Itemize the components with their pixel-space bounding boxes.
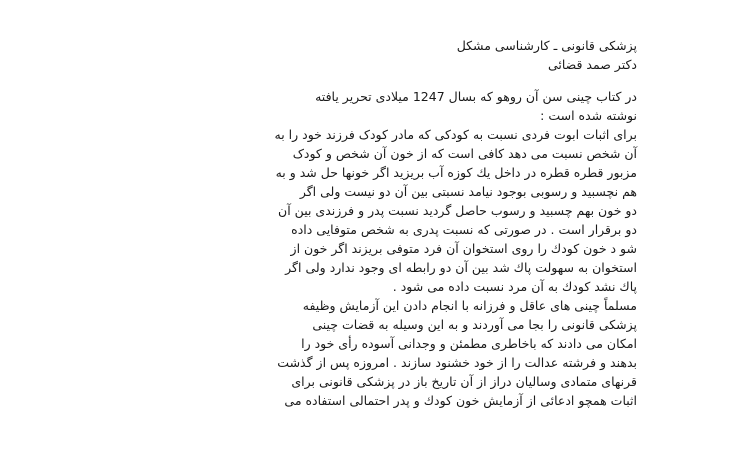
document-title: پزشکی قانونی ـ کارشناسی مشکل (456, 38, 637, 53)
text-line: اثبات همچو ادعائی از آزمایش خون کودك و پدر احتمالی استفاده می (284, 393, 637, 408)
text-line: پزشکی قانونی را بجا می آوردند و به این وسیله به قضات چینی (312, 317, 637, 332)
text-line: قرنهای متمادی وسالیان دراز از آن تاریخ باز در پزشکی قانونی برای (291, 374, 637, 389)
text-line: آن شخص نسبت می دهد کافی است که از خون آن شخص و کودک (292, 146, 637, 161)
text-line: مزبور قطره قطره در داخل یك کوزه آب بریزید اگر خونها حل شد و به (275, 165, 637, 180)
document-author: دکتر صمد قضائی (547, 57, 637, 72)
text-line: دو برقرار است . در صورتی که نسبت پدری به شخص متوفایی داده (291, 222, 637, 237)
text-line: بدهند و فرشته عدالت را از خود خشنود سازند . امروزه پس از گذشت (277, 355, 637, 370)
text-line: مسلماً چینی های عاقل و فرزانه با انجام دادن این آزمایش وظیفه (302, 298, 637, 313)
text-line: نوشته شده است : (540, 108, 637, 123)
text-line: امکان می دادند که باخاطری مطمئن و وجدانی آسوده رأی خود را (301, 336, 637, 351)
text-line: در کتاب چینی سن آن روهو که بسال 1247 میلادی تحریر یافته (315, 89, 637, 104)
text-line: برای اثبات ابوت فردی نسبت به کودکی که مادر کودک فرزند خود را به (274, 127, 637, 142)
text-line: دو خون بهم چسبید و رسوب حاصل گردید نسبت پدر و فرزندی بین آن (278, 203, 637, 218)
text-line: پاك نشد کودك به آن مرد نسبت داده می شود . (392, 279, 637, 294)
text-line: شو د خون کودك را روی استخوان آن فرد متوفی بریزند اگر خون از (290, 241, 637, 256)
text-line: هم نچسبید و رسوبی بوجود نیامد نسبتی بین آن دو نیست ولی اگر (299, 184, 637, 199)
text-line: استخوان به سهولت پاك شد بین آن دو رابطه ای وجود ندارد ولی اگر (285, 260, 637, 275)
